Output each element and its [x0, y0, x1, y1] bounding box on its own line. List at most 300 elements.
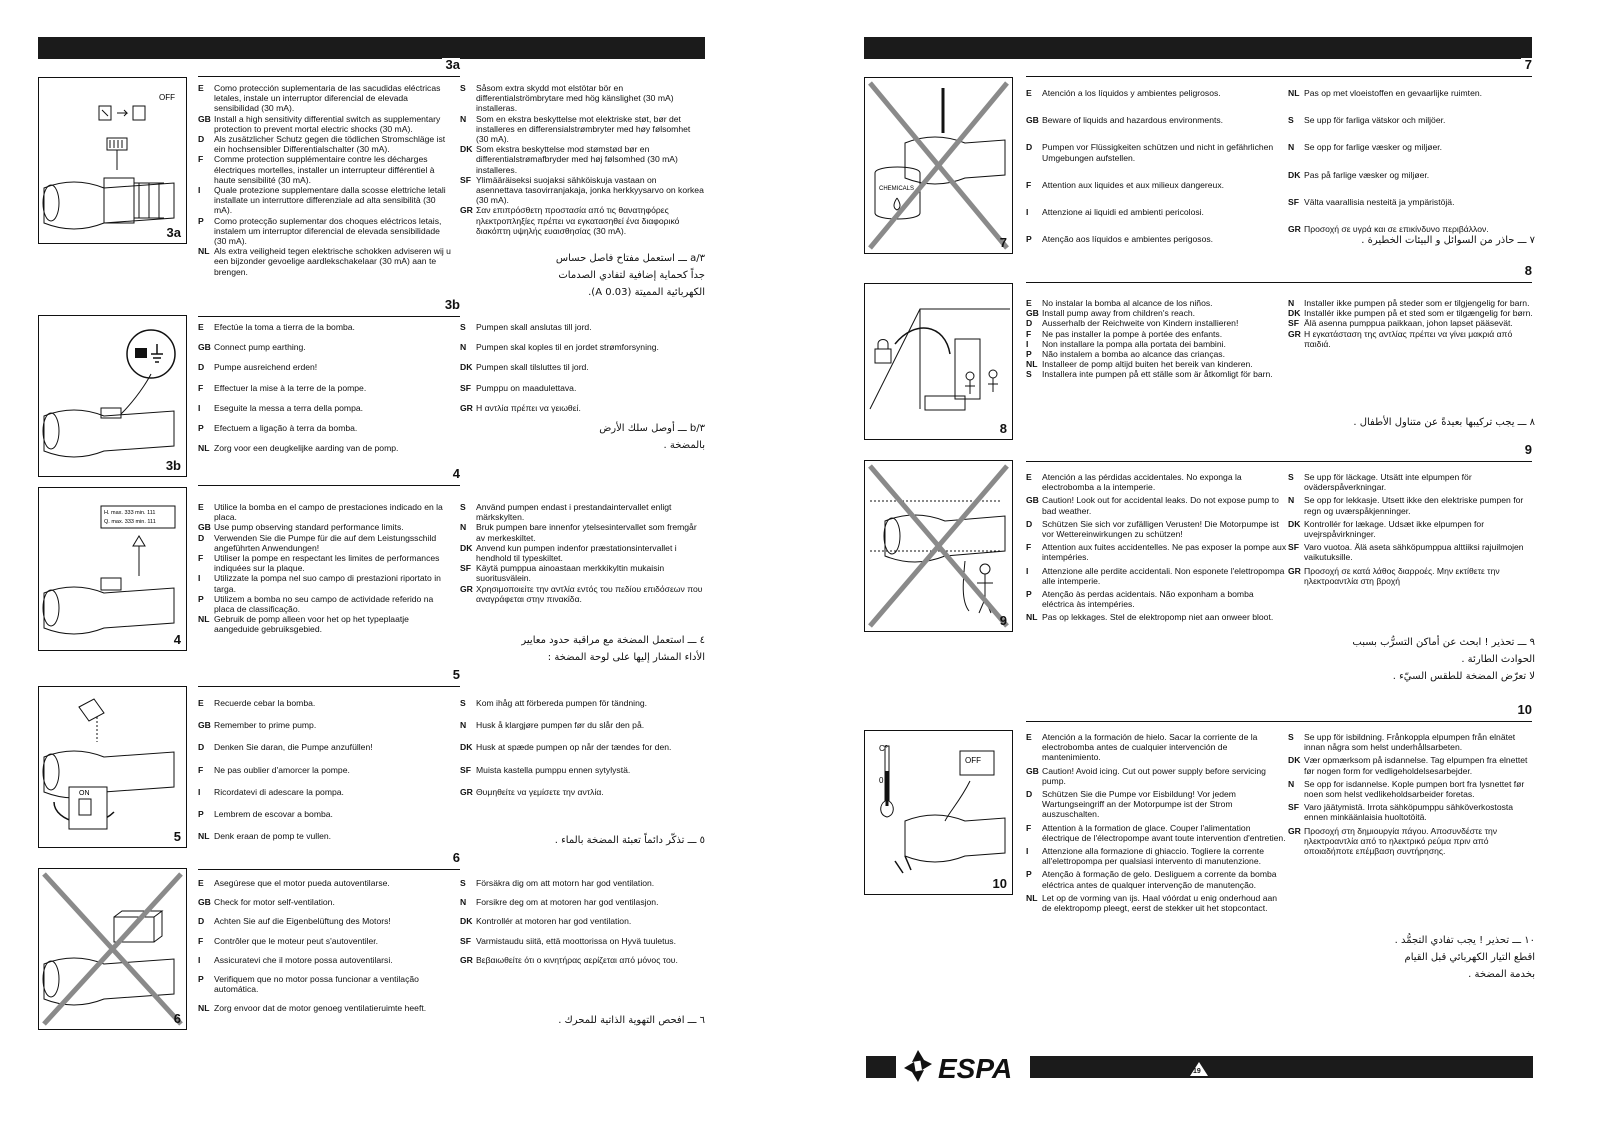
language-entry — [460, 742, 705, 752]
language-text: Muista kastella pumppu ennen sytylystä. — [476, 764, 631, 775]
language-text: Προσοχή στη δημιουργία πάγου. Αποσυνδέστε την ηλεκτροαντλία από το ηλεκτρικό ρεύμα πριν από οποιαδήποτε επέμβαση συντήρησης. — [1304, 825, 1498, 857]
language-code: I — [1026, 207, 1029, 218]
language-entry — [1026, 869, 1288, 889]
language-entry — [1026, 88, 1286, 98]
language-entry — [198, 185, 453, 216]
language-text: Non installare la pompa alla portata dei bambini. — [1042, 338, 1226, 349]
language-text: Vær opmærksom på isdannelse. Tag elpumpen fra elnettet før nogen form for vedligeholdelsesarbejder. — [1304, 755, 1528, 776]
language-code: E — [1026, 88, 1032, 98]
language-entry — [1026, 359, 1288, 369]
language-text: Remember to prime pump. — [214, 720, 317, 731]
language-entry — [1288, 732, 1533, 752]
language-entry — [198, 936, 453, 946]
language-text: Eseguite la messa a terra della pompa. — [214, 402, 364, 413]
language-entry — [198, 742, 453, 752]
language-entry — [1288, 88, 1533, 98]
language-text: Attention aux liquides et aux milieux dangereux. — [1042, 179, 1225, 190]
language-text: Forsikre deg om at motoren har god ventilasjon. — [476, 897, 659, 908]
arabic-text — [1290, 232, 1535, 249]
language-entry — [460, 522, 705, 542]
language-text: Husk at spæde pumpen op når der tændes for den. — [476, 742, 672, 753]
language-entry — [1288, 197, 1533, 207]
section-number: 8 — [1521, 264, 1532, 278]
language-entry — [1026, 142, 1286, 162]
language-entry — [198, 443, 453, 453]
zero-label: 0 — [879, 776, 884, 785]
text-column-right — [1288, 472, 1533, 589]
language-text: Utilice la bomba en el campo de prestaciones indicado en la placa. — [214, 502, 443, 523]
language-code: GB — [1026, 308, 1039, 319]
language-code: SF — [1288, 318, 1299, 329]
language-code: I — [198, 954, 201, 965]
language-entry — [460, 83, 705, 114]
language-text: Varo vuotoa. Älä aseta sähköpumppua alttiiksi rajuilmojen vaikutuksille. — [1304, 542, 1524, 563]
language-entry — [198, 594, 453, 614]
language-entry — [1026, 298, 1288, 308]
figure-8 — [864, 283, 1013, 440]
arabic-text — [1290, 634, 1535, 685]
language-entry — [460, 322, 705, 332]
language-entry — [1026, 823, 1288, 843]
language-code: N — [1288, 298, 1295, 308]
language-text: Se opp for isdannelse. Kople pumpen bort fra lysnettet før noen som helst vedlikeholdsarbeider foretas. — [1304, 778, 1525, 800]
language-text: Προσοχή σε υγρά και σε επικίνδυνο περιβάλλον. — [1304, 224, 1489, 235]
language-text: Kom ihåg att förbereda pumpen för tändning. — [476, 698, 648, 708]
language-code: I — [198, 185, 201, 196]
language-code: I — [1026, 338, 1029, 349]
text-column-left — [198, 502, 453, 635]
text-column-left — [1026, 732, 1288, 916]
language-entry — [460, 342, 705, 352]
page-number: 19 — [1193, 1068, 1201, 1075]
language-code: NL — [1026, 892, 1038, 903]
language-entry — [460, 543, 705, 563]
language-text: Attention à la formation de glace. Couper l'alimentation électrique de l'électropompe avant toute intervention d'entretien. — [1042, 822, 1286, 843]
arabic-line: بالمضخة . — [663, 440, 705, 451]
language-text: Pumpen skal koples til en jordet strømforsyning. — [476, 342, 659, 353]
language-text: Effectuer la mise à la terre de la pompe. — [214, 382, 367, 393]
language-code: P — [198, 809, 204, 820]
language-text: Η αντλία πρέπει να γειωθεί. — [476, 402, 581, 413]
language-text: Pumppu on maadulettava. — [476, 382, 577, 393]
language-code: D — [198, 742, 205, 753]
language-entry — [1026, 766, 1288, 786]
text-column-right — [1288, 732, 1533, 859]
text-column-left — [198, 878, 453, 1023]
language-code: NL — [198, 443, 210, 454]
language-entry — [198, 342, 453, 352]
language-text: Installeer de pomp altijd buiten het bereik van kinderen. — [1042, 359, 1253, 370]
language-text: Ricordatevi di adescare la pompa. — [214, 786, 344, 797]
language-code: GB — [198, 522, 211, 533]
on-label: ON — [79, 790, 90, 797]
language-code: GR — [1288, 825, 1301, 836]
language-entry — [460, 584, 705, 604]
language-text: Pas op met vloeistoffen en gevaarlijke ruimten. — [1304, 88, 1483, 98]
language-text: Efectuem a ligação à terra da bomba. — [214, 423, 358, 434]
language-text: Ylimääräiseksi suojaksi sähköiskuja vastaan on asennettava tasovirranjakaja, jonka herkkyysarvo on korkea (30 mA). — [476, 174, 704, 206]
language-code: GB — [198, 342, 211, 353]
language-entry — [460, 765, 705, 775]
language-entry — [1026, 207, 1286, 217]
language-entry — [198, 955, 453, 965]
language-text: Attention aux fuites accidentelles. Ne pas exposer la pompe aux intempéries. — [1042, 542, 1287, 563]
figure-number: 3a — [166, 225, 181, 240]
language-code: E — [198, 83, 204, 93]
text-column-right — [460, 83, 705, 236]
arabic-text — [1290, 932, 1535, 983]
figure-number: 6 — [173, 1011, 181, 1026]
language-text: Χρησιμοποιείτε την αντλία εντός του πεδίου επιδόσεων που αναγράφεται στην πινακίδα. — [476, 583, 703, 604]
language-entry — [460, 878, 705, 888]
figure-number: 8 — [999, 421, 1007, 436]
language-code: NL — [1026, 612, 1038, 623]
language-entry — [1026, 789, 1288, 820]
language-code: GR — [460, 205, 473, 216]
language-code: S — [460, 83, 466, 93]
header-bar-left — [38, 37, 705, 59]
language-code: N — [460, 720, 467, 731]
language-entry — [460, 144, 705, 175]
language-code: SF — [1288, 542, 1299, 553]
language-text: Pumpen skall tilsluttes til jord. — [476, 362, 589, 373]
language-text: Denken Sie daran, die Pumpe anzufüllen! — [214, 742, 373, 753]
text-column-right — [460, 878, 705, 974]
language-text: Pumpen skall anslutas till jord. — [476, 322, 592, 332]
language-entry — [1288, 755, 1533, 775]
language-text: Ne pas installer la pompe à portée des enfants. — [1042, 328, 1223, 339]
language-entry — [460, 787, 705, 797]
figure-10 — [864, 730, 1013, 895]
language-text: Atenção à formação de gelo. Desliguem a corrente da bomba eléctrica antes de qualquer intervenção de manutenção. — [1042, 869, 1277, 890]
language-code: GR — [460, 402, 473, 413]
language-text: Como protección suplementaria de las sacudidas eléctricas letales, instale un interruptor diferencial de elevada sensibilidad (30 mA). — [214, 83, 441, 114]
language-text: Beware of liquids and hazardous environments. — [1042, 115, 1224, 126]
language-entry — [198, 502, 453, 522]
language-entry — [198, 246, 453, 277]
arabic-line: ٦ ـــ افحص التهوية الذاتية للمحرك . — [558, 1015, 705, 1026]
language-code: DK — [460, 362, 473, 373]
language-text: Η εγκατάσταση της αντλίας πρέπει να γίνει μακριά από παιδιά. — [1304, 328, 1513, 349]
arabic-line: ٥ ـــ تذكّر دائماً تعبئة المضخة بالماء . — [554, 835, 705, 846]
language-code: I — [198, 786, 201, 797]
text-column-right — [1288, 298, 1533, 349]
language-text: Varo jäätymistä. Irrota sähköpumppu sähköverkostosta ennen minkäänlaisia huoltotöitä. — [1304, 802, 1514, 823]
text-column-right — [460, 698, 705, 809]
language-text: Use pump observing standard performance limits. — [214, 522, 404, 533]
language-code: S — [1026, 369, 1032, 380]
figure-6 — [38, 868, 187, 1030]
language-code: D — [198, 362, 205, 373]
text-column-left — [198, 322, 453, 463]
language-code: SF — [460, 174, 471, 185]
language-entry — [198, 216, 453, 247]
language-entry — [198, 897, 453, 907]
language-entry — [460, 403, 705, 413]
language-text: Kontrollér at motoren har god ventilation. — [476, 916, 632, 927]
language-entry — [1026, 318, 1288, 328]
language-code: DK — [1288, 308, 1301, 319]
figure-4 — [38, 487, 187, 651]
language-code: N — [460, 897, 467, 908]
language-entry — [1026, 519, 1288, 539]
language-code: D — [1026, 318, 1033, 329]
language-entry — [198, 154, 453, 185]
text-column-left — [198, 83, 453, 277]
language-text: Använd pumpen endast i prestandaintervallet enligt märkskylten. — [476, 502, 672, 523]
language-entry — [198, 423, 453, 433]
language-code: GB — [1026, 495, 1039, 506]
language-text: Husk å klargjøre pumpen før du slår den på. — [476, 720, 645, 731]
language-code: I — [1026, 565, 1029, 576]
language-entry — [198, 522, 453, 532]
language-code: DK — [1288, 755, 1301, 766]
language-text: Achten Sie auf die Eigenbelüftung des Motors! — [214, 916, 391, 927]
language-entry — [460, 362, 705, 372]
language-text: Atenção às perdas acidentais. Não exponham a bomba eléctrica às intempéries. — [1042, 589, 1254, 610]
language-entry — [460, 114, 705, 145]
language-entry — [198, 614, 453, 634]
language-code: P — [198, 974, 204, 985]
section-number: 6 — [449, 851, 460, 865]
language-text: Schützen Sie die Pumpe vor Eisbildung! Vor jedem Wartungseingriff an der Motorpumpe ist der Strom auszuschalten. — [1042, 789, 1236, 820]
language-entry — [1288, 495, 1533, 515]
language-text: Såsom extra skydd mot elstötar bör en differentialströmbrytare med hög känslighet (30 mA) installeras. — [476, 83, 674, 114]
language-entry — [198, 831, 453, 841]
language-text: Som ekstra beskyttelse mod stømstød bør en differentialstrømafbryder med høj følsomhed (30 mA) installeres. — [476, 144, 678, 175]
language-code: N — [460, 113, 467, 124]
language-entry — [198, 878, 453, 888]
language-code: N — [460, 342, 467, 353]
language-entry — [198, 114, 453, 134]
language-entry — [1288, 318, 1533, 328]
language-text: Efectúe la toma a tierra de la bomba. — [214, 322, 355, 332]
language-entry — [198, 553, 453, 573]
language-code: D — [1026, 142, 1033, 153]
language-text: Caution! Avoid icing. Cut out power supply before servicing pump. — [1042, 765, 1266, 786]
language-code: F — [198, 935, 204, 946]
language-code: P — [1026, 589, 1032, 600]
language-text: Attenzione alle perdite accidentali. Non esponete l'elettropompa alle intemperie. — [1042, 565, 1285, 586]
language-code: E — [198, 878, 204, 888]
language-text: Recuerde cebar la bomba. — [214, 698, 316, 708]
language-code: D — [198, 532, 205, 543]
text-column-left — [198, 698, 453, 853]
language-text: Varmistaudu siitä, että moottorissa on Hyvä tuuletus. — [476, 935, 676, 946]
section-number: 3b — [441, 298, 460, 312]
language-entry — [1026, 846, 1288, 866]
language-entry — [1026, 180, 1286, 190]
language-entry — [1288, 826, 1533, 857]
language-entry — [1288, 566, 1533, 586]
language-code: N — [1288, 142, 1295, 153]
language-code: GR — [460, 583, 473, 594]
language-text: Kontrollér for lækage. Udsæt ikke elpumpen for uvejrspåvirkninger. — [1304, 518, 1485, 540]
figure-7 — [864, 77, 1013, 254]
language-text: Attenzione ai liquidi ed ambienti pericolosi. — [1042, 207, 1204, 218]
language-text: Als zusätzlicher Schutz gegen die tödlichen Stromschläge ist ein hochsensibler Differentialschalter (30 mA). — [214, 134, 446, 155]
language-entry — [198, 134, 453, 154]
language-code: F — [198, 553, 204, 564]
language-code: P — [198, 423, 204, 434]
language-code: NL — [1026, 359, 1038, 370]
language-code: N — [1288, 778, 1295, 789]
figure-number: 9 — [999, 613, 1007, 628]
language-text: Zorg voor een deugkelijke aarding van de pomp. — [214, 443, 399, 454]
text-column-right — [460, 322, 705, 423]
language-code: DK — [1288, 518, 1301, 529]
language-entry — [460, 502, 705, 522]
language-entry — [1026, 566, 1288, 586]
language-code: P — [1026, 869, 1032, 880]
language-code: DK — [460, 542, 473, 553]
language-entry — [460, 955, 705, 965]
language-code: SF — [460, 764, 471, 775]
language-code: DK — [460, 144, 473, 155]
language-text: Som en ekstra beskyttelse mot elektriske støt, bør det installeres en differensialstrømbryter med høy følsomhet (30 mA). — [476, 113, 691, 145]
language-code: DK — [460, 742, 473, 753]
language-text: Atenção aos líquidos e ambientes perigosos. — [1042, 234, 1214, 245]
text-column-left — [1026, 472, 1288, 626]
language-text: Σαν επιπρόσθετη προστασία από τις θανατηφόρες ηλεκτροπληξίες πρέπει να εγκατασηθεί ένα διαφορικό διακόπτη υψηλής ευαισθησίας (30 mA). — [476, 205, 680, 236]
language-text: Contrôler que le moteur peut s'autoventiler. — [214, 935, 379, 946]
language-entry — [1026, 339, 1288, 349]
language-code: GR — [1288, 565, 1301, 576]
language-code: GB — [1026, 765, 1039, 776]
hmax-label: H. max. 333 min. 111 — [104, 510, 156, 516]
arabic-line: الأداء المشار إليها على لوحة المضخة : — [547, 652, 705, 663]
language-entry — [1026, 472, 1288, 492]
language-text: No instalar la bomba al alcance de los niños. — [1042, 298, 1213, 308]
language-entry — [198, 533, 453, 553]
figure-number: 5 — [173, 829, 181, 844]
arabic-line: الكهربائية المميتة (0.03 A). — [588, 287, 705, 298]
language-entry — [198, 1003, 453, 1013]
language-text: Let op de vorming van ijs. Haal vóórdat u enig onderhoud aan de elektropomp pleegt, eerst de stekker uit het stopcontact. — [1042, 892, 1278, 914]
language-code: GB — [1026, 115, 1039, 126]
language-entry — [1288, 170, 1533, 180]
language-code: F — [1026, 179, 1032, 190]
arabic-text — [520, 250, 705, 301]
language-entry — [198, 765, 453, 775]
language-entry — [1288, 115, 1533, 125]
language-entry — [1026, 732, 1288, 763]
arabic-line: ٣/b ـــ أوصل سلك الأرض — [599, 423, 705, 434]
language-code: I — [1026, 846, 1029, 857]
language-code: S — [1288, 115, 1294, 126]
language-text: Se upp för isbildning. Frånkoppla elpumpen från elnätet innan några som helst underhållsarbeten. — [1304, 732, 1516, 753]
language-text: Installera inte pumpen på ett ställe som är åtkomligt för barn. — [1042, 369, 1273, 380]
language-text: Bruk pumpen bare innenfor ytelsesintervallet som fremgår av merkeskiltet. — [476, 522, 697, 543]
language-text: Não instalem a bomba ao alcance das crianças. — [1042, 349, 1225, 360]
language-code: S — [460, 698, 466, 708]
language-code: I — [198, 573, 201, 584]
footer-bar-left-block — [866, 1056, 896, 1078]
language-entry — [460, 563, 705, 583]
arabic-line: اقطع التيار الكهربائي قبل القيام — [1404, 952, 1535, 963]
language-code: NL — [198, 614, 210, 625]
arabic-text — [520, 1012, 705, 1029]
language-code: P — [198, 593, 204, 604]
language-entry — [198, 916, 453, 926]
off-label: OFF — [965, 756, 981, 765]
language-entry — [460, 916, 705, 926]
language-text: Connect pump earthing. — [214, 342, 306, 353]
language-code: NL — [198, 1003, 210, 1014]
language-entry — [198, 974, 453, 994]
language-entry — [1026, 308, 1288, 318]
arabic-text — [480, 632, 705, 666]
language-text: Como protecção suplementar dos choques eléctricos letais, instalem um interruptor diferencial de elevada sensibilidade (30 mA). — [214, 215, 442, 247]
language-code: F — [198, 154, 204, 165]
language-code: D — [198, 134, 205, 145]
celsius-label: C° — [879, 744, 888, 753]
language-entry — [198, 698, 453, 708]
language-entry — [198, 362, 453, 372]
figure-number: 4 — [173, 632, 181, 647]
language-code: F — [1026, 328, 1032, 339]
language-text: Atención a los líquidos y ambientes peligrosos. — [1042, 88, 1221, 98]
language-text: Pumpe ausreichend erden! — [214, 362, 318, 373]
language-text: Installer ikke pumpen på steder som er tilgjengelig for barn. — [1304, 298, 1530, 308]
brand-name: ESPA — [938, 1053, 1013, 1084]
language-code: SF — [1288, 802, 1299, 813]
language-text: Verwenden Sie die Pumpe für die auf dem Leistungsschild angeführten Anwendungen! — [214, 532, 437, 553]
language-text: Ausserhalb der Reichweite von Kindern installieren! — [1042, 318, 1239, 329]
language-code: N — [460, 522, 467, 533]
section-number: 5 — [449, 668, 460, 682]
text-column-left — [1026, 88, 1286, 261]
language-code: GB — [198, 113, 211, 124]
language-entry — [460, 936, 705, 946]
language-code: GR — [1288, 224, 1301, 235]
language-text: Gebruik de pomp alleen voor het op het typeplaatje aangeduide gebruiksgebied. — [214, 614, 409, 635]
language-entry — [1026, 329, 1288, 339]
language-entry — [1288, 779, 1533, 799]
language-text: Installér ikke pumpen på et sted som er tilgængelig for børn. — [1304, 308, 1533, 319]
figure-number: 10 — [992, 876, 1007, 891]
section-number: 3a — [442, 58, 460, 72]
language-text: Attenzione alla formazione di ghiaccio. Togliere la corrente all'elettropompa per qualsiasi intervento di manutenzione. — [1042, 846, 1264, 867]
language-entry — [460, 205, 705, 236]
arabic-line: ١٠ ـــ تحذير ! يجب تفادي التجمُّد . — [1394, 935, 1535, 946]
language-text: Denk eraan de pomp te vullen. — [214, 831, 332, 842]
language-text: Utilizem a bomba no seu campo de actividade referido na placa de classificação. — [214, 593, 434, 615]
language-text: Försäkra dig om att motorn har god ventilation. — [476, 878, 655, 888]
figure-3a — [38, 77, 187, 244]
section-number: 9 — [1521, 443, 1532, 457]
language-entry — [198, 720, 453, 730]
language-code: D — [1026, 789, 1033, 800]
language-entry — [1026, 495, 1288, 515]
language-code: P — [198, 215, 204, 226]
language-entry — [1288, 542, 1533, 562]
arabic-line: ٩ ـــ تحذير ! ابحث عن أماكن التسرُّب بسبب — [1352, 637, 1535, 648]
language-entry — [1288, 329, 1533, 349]
language-code: SF — [460, 563, 471, 574]
language-code: DK — [460, 916, 473, 927]
arabic-line: لا تعرّض المضخة للطقس السيّء . — [1392, 671, 1535, 682]
arabic-line: الحوادث الطارئة . — [1461, 654, 1535, 665]
language-entry — [1288, 472, 1533, 492]
language-entry — [198, 787, 453, 797]
language-entry — [1288, 142, 1533, 152]
language-entry — [1026, 234, 1286, 244]
figure-9 — [864, 460, 1013, 632]
language-code: I — [198, 402, 201, 413]
language-text: Utiliser la pompe en respectant les limites de performances indiquées sur la plaque. — [214, 553, 440, 574]
language-text: Comme protection supplémentaire contre les décharges électriques mortelles, installer un interrupteur différentiel à haute sensibilité (30 mA). — [214, 154, 435, 185]
